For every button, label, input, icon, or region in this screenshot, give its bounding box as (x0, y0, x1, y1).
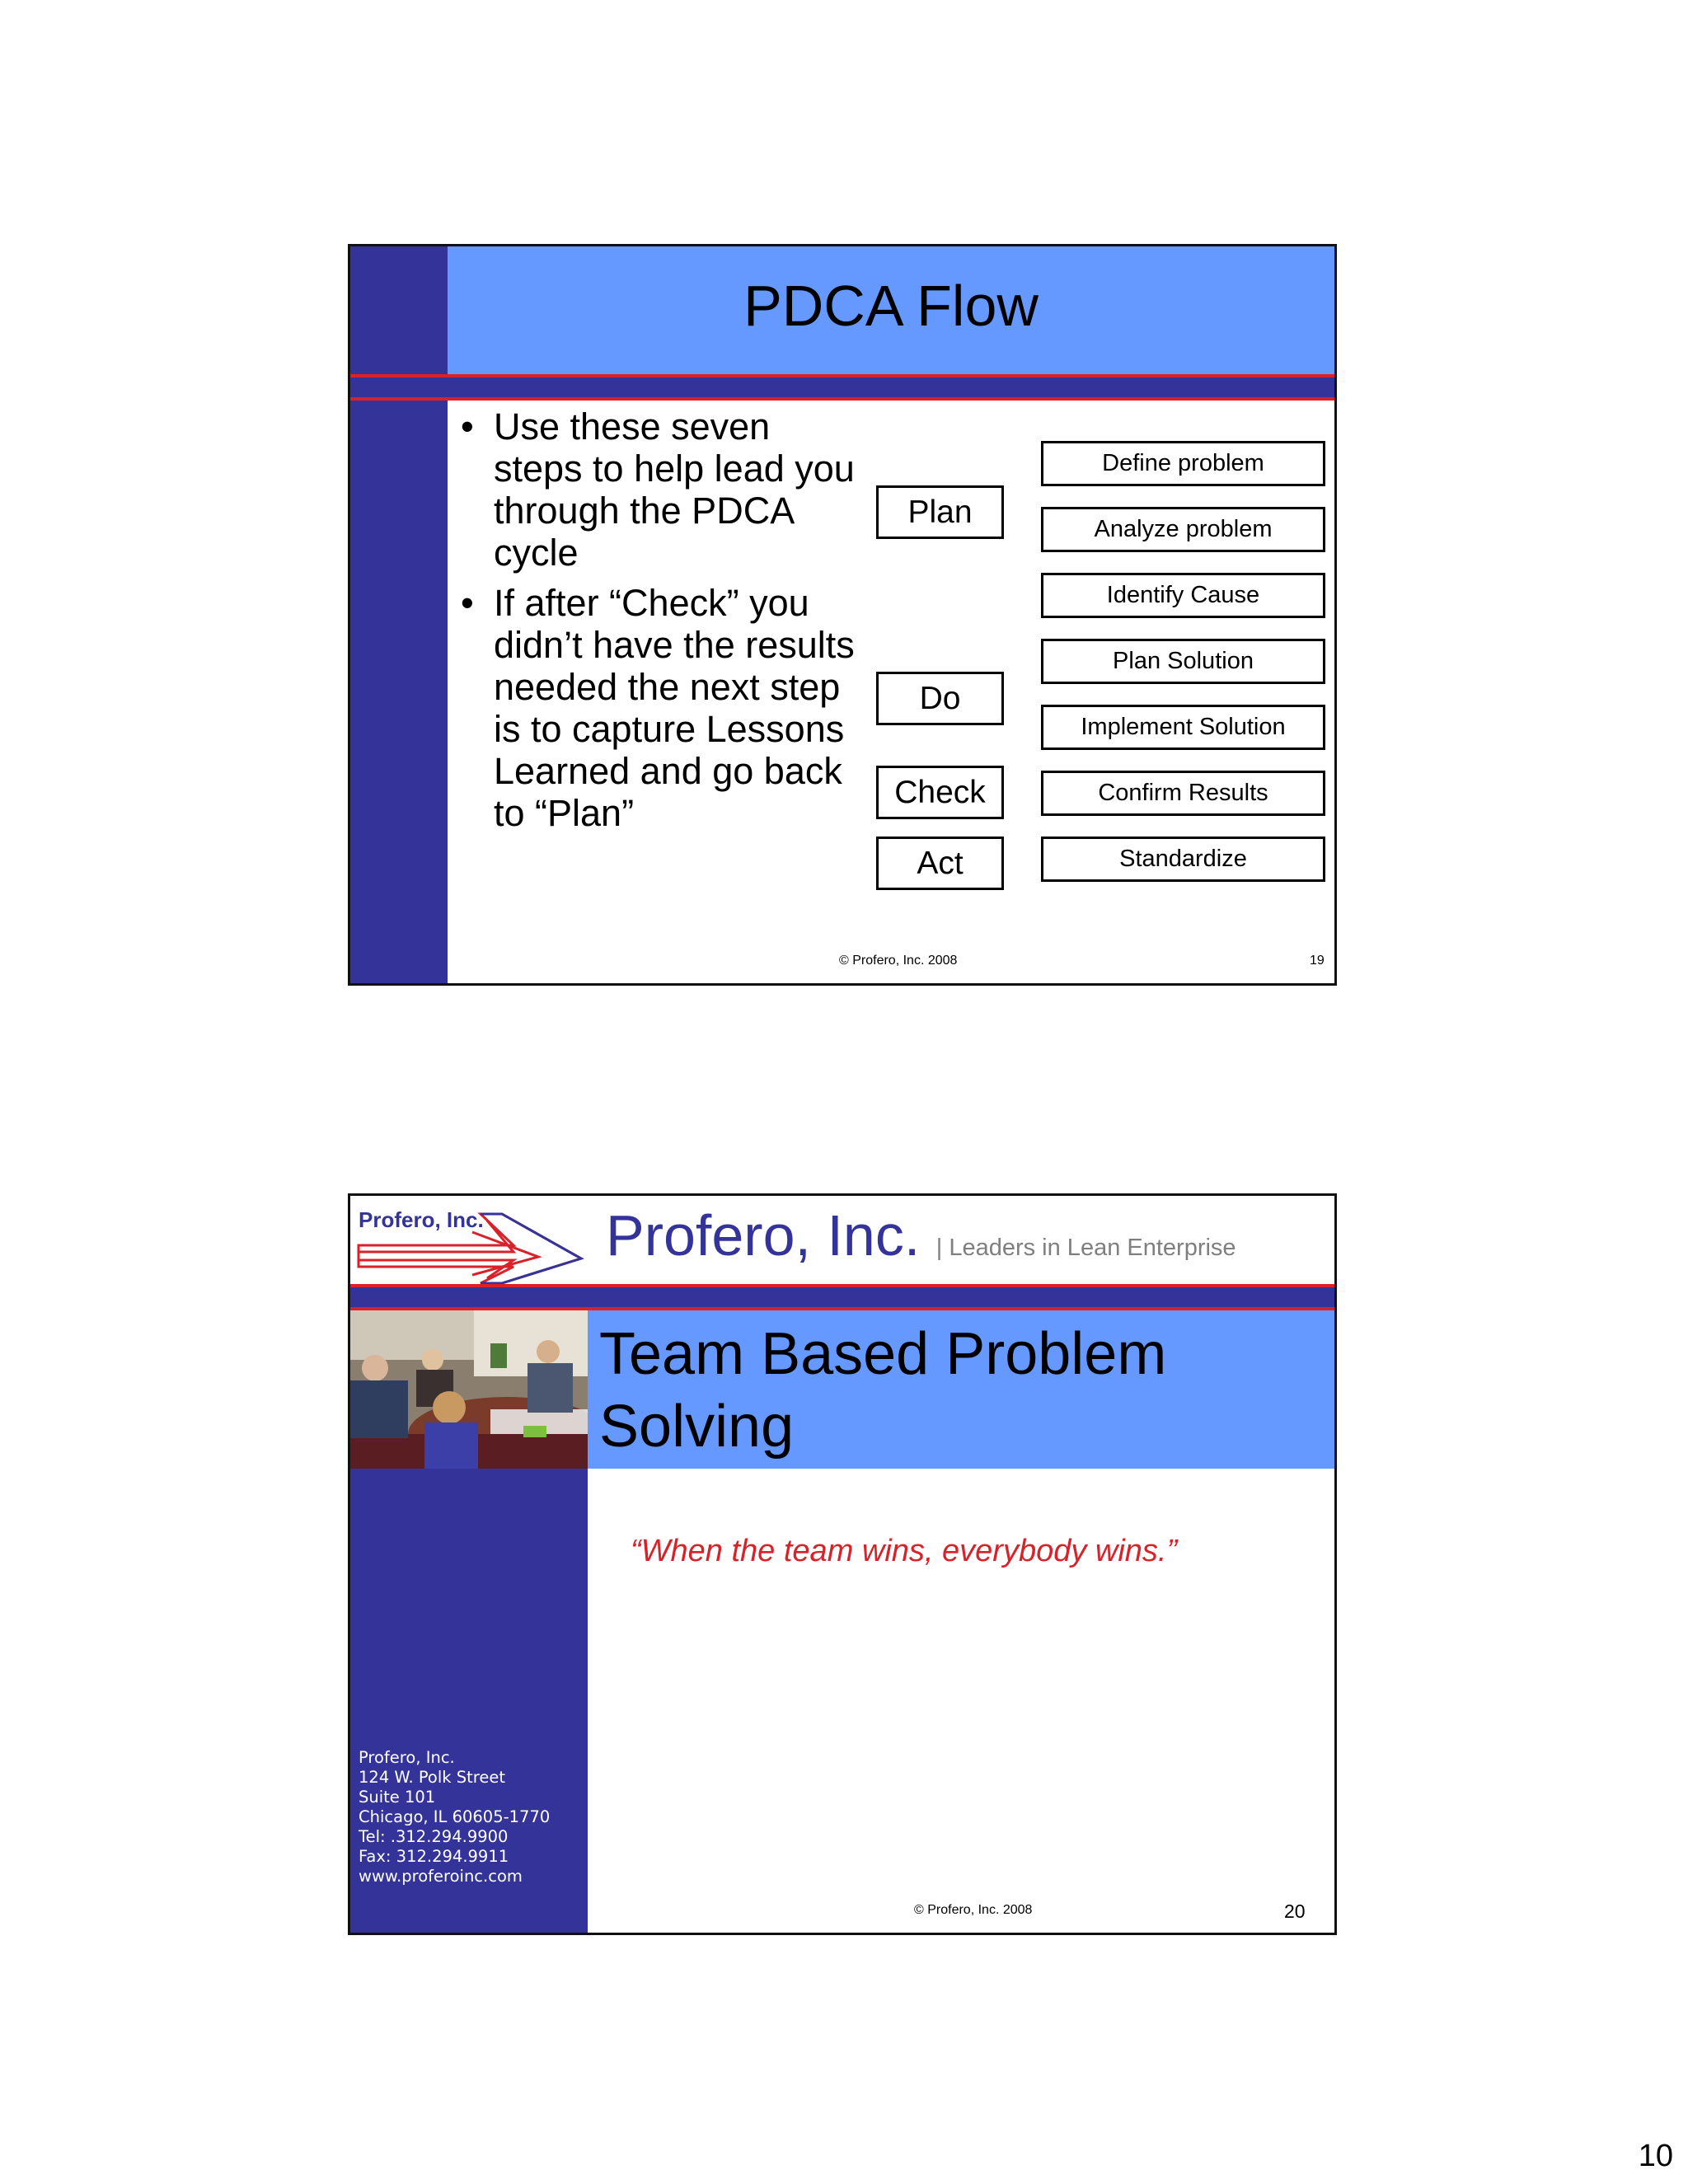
step-box: Confirm Results (1041, 771, 1325, 816)
slide-title: PDCA Flow (743, 274, 1039, 338)
company-tagline: | Leaders in Lean Enterprise (935, 1235, 1236, 1261)
address-line: Suite 101 (359, 1788, 436, 1807)
slide-number: 20 (1284, 1900, 1306, 1922)
logo-text: Profero, Inc. (359, 1207, 484, 1232)
phase-box-do: Do (876, 672, 1004, 725)
page-number: 10 (1638, 2139, 1673, 2173)
address-line: 124 W. Polk Street (359, 1768, 506, 1787)
company-name: Profero, Inc. (606, 1203, 921, 1268)
quote: “When the team wins, everybody wins.” (631, 1534, 1178, 1568)
step-box: Analyze problem (1041, 507, 1325, 552)
step-box: Plan Solution (1041, 639, 1325, 684)
phase-box-act: Act (876, 837, 1004, 890)
address-line: www.proferoinc.com (359, 1867, 523, 1886)
address-line: Fax: 312.294.9911 (359, 1847, 509, 1866)
step-box: Implement Solution (1041, 705, 1325, 750)
divider-band (350, 1284, 1334, 1310)
copyright: © Profero, Inc. 2008 (914, 1903, 1033, 1917)
contact-address (359, 1748, 550, 1886)
address-line: Chicago, IL 60605-1770 (359, 1807, 551, 1826)
bullet-item: • Use these seven steps to help lead you through the PDCA cycle (456, 405, 868, 574)
side-bar (350, 246, 448, 983)
profero-logo (357, 1202, 596, 1285)
step-box: Define problem (1041, 441, 1325, 486)
copyright: © Profero, Inc. 2008 (839, 954, 958, 968)
address-line: Tel: .312.294.9900 (359, 1827, 509, 1846)
bullet-item: • If after “Check” you didn’t have the results needed the next step is to capture Lessons Learned and go back to “Plan” (456, 582, 868, 834)
step-box: Identify Cause (1041, 573, 1325, 618)
slide-title: Team Based Problem Solving (599, 1321, 1167, 1460)
divider-band (350, 374, 1334, 401)
slide-team-based-problem-solving (348, 1193, 1337, 1935)
slide-pdca-flow (348, 244, 1337, 986)
team-meeting-photo (350, 1310, 588, 1469)
address-line: Profero, Inc. (359, 1748, 455, 1767)
step-box: Standardize (1041, 837, 1325, 882)
slide-number: 19 (1310, 954, 1325, 968)
logo-arrow-icon (357, 1202, 596, 1285)
phase-box-plan: Plan (876, 485, 1004, 539)
bullet-list (456, 405, 868, 842)
phase-box-check: Check (876, 766, 1004, 819)
company-header (606, 1202, 1236, 1281)
